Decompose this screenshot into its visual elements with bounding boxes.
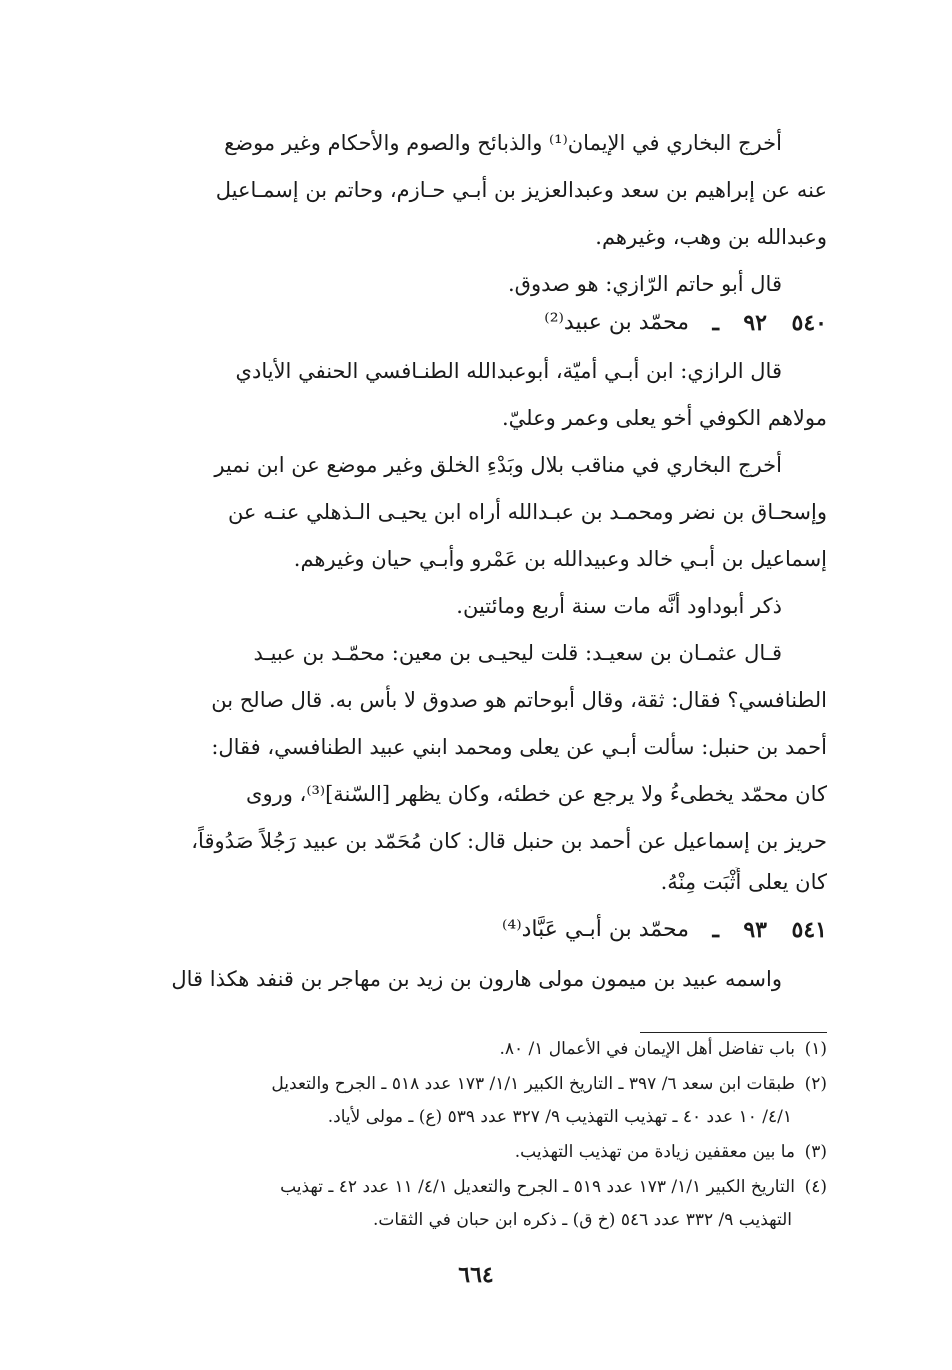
entry-dash: ـ [712, 917, 719, 943]
entry-local-number: ٩٢ [743, 310, 767, 336]
footnote [125, 1140, 827, 1166]
footnote-text: ما بين معقفين زيادة من تهذيب التهذيب. [514, 1142, 795, 1162]
body-line: الطنافسي؟ فقال: ثقة، وقال أبوحاتم هو صدوق لا بأس به. قال صالح بن [211, 688, 827, 712]
entry-heading [125, 308, 827, 340]
footnote-mark: (١) [804, 1039, 827, 1059]
entry-global-number: ٥٤١ [791, 917, 827, 943]
footnote [125, 1072, 827, 1098]
entry-name: محمّد بن عبيد⁽²⁾ [544, 310, 689, 335]
footnote-mark: (٢) [804, 1074, 827, 1094]
body-line: ذكر أبوداود أنَّه مات سنة أربع ومائتين. [456, 594, 782, 618]
body-line: قال أبو حاتم الرّازي: هو صدوق. [508, 272, 782, 296]
body-line: وعبدالله بن وهب، وغيرهم. [595, 225, 827, 249]
footnote-text: التاريخ الكبير ١/١/ ١٧٣ عدد ٥١٩ ـ الجرح والتعديل ٤/١/ ١١ عدد ٤٢ ـ تهذيب [280, 1177, 795, 1197]
body-line: عنه عن إبراهيم بن سعد وعبدالعزيز بن أبـي حـازم، وحاتم بن إسمـاعيل [215, 178, 827, 202]
body-line: أخرج البخاري في الإيمان⁽¹⁾ والذبائح والصوم والأحكام وغير موضع [224, 131, 782, 155]
entry-local-number: ٩٣ [743, 917, 767, 943]
footnote [125, 1175, 827, 1201]
body-line: أخرج البخاري في مناقب بلال وبَدْءِ الخلق وغير موضع عن ابن نمير [214, 453, 782, 477]
footnote-continuation: التهذيب ٩/ ٣٣٢ عدد ٥٤٦ (خ ق) ـ ذكره ابن حبان في الثقات. [373, 1210, 792, 1230]
body-line: إسماعيل بن أبـي خالد وعبيدالله بن عَمْرو وأبـي حيان وغيرهم. [293, 547, 827, 571]
entry-heading [125, 915, 827, 947]
body-line: كان محمّد يخطىءُ ولا يرجع عن خطئه، وكان يظهر [السّنة]⁽³⁾، وروى [246, 782, 827, 806]
footnote-mark: (٤) [804, 1177, 827, 1197]
entry-name: محمّد بن أبـي عَبَّاد⁽⁴⁾ [501, 917, 689, 942]
body-line: كان يعلى أَثْبَت مِنْهُ. [660, 870, 827, 894]
body-line: حريز بن إسماعيل عن أحمد بن حنبل قال: كان مُحَمّد بن عبيد رَجُلاً صَدُوقاً، [191, 829, 827, 853]
footnote-text: طبقات ابن سعد ٦/ ٣٩٧ ـ التاريخ الكبير ١/١/ ١٧٣ عدد ٥١٨ ـ الجرح والتعديل [271, 1074, 795, 1094]
body-line: واسمه عبيد بن ميمون مولى هارون بن زيد بن مهاجر بن قنفد هكذا قال [171, 967, 782, 991]
body-line: مولاهم الكوفي أخو يعلى وعمر وعليّ. [501, 406, 827, 430]
entry-global-number: ٥٤٠ [791, 310, 827, 336]
footnote-text: باب تفاضل أهل الإيمان في الأعمال ١/ ٨٠. [499, 1039, 795, 1059]
footnote-continuation: ٤/١/ ١٠ عدد ٤٠ ـ تهذيب التهذيب ٩/ ٣٢٧ عدد ٥٣٩ (ع) ـ مولى لأياد. [327, 1107, 792, 1127]
footnote-separator [640, 1032, 827, 1033]
body-line: قـال عثمـان بن سعيـد: قلت ليحيـى بن معين: محمّـد بن عبيـد [253, 641, 782, 665]
body-line: وإسحـاق بن نضر ومحمـد بن عبـدالله أراه ابن يحيـى الـذهلي عنـه عن [227, 500, 827, 524]
body-line: قال الرازي: ابن أبـي أميّة، أبوعبدالله الطنـافسي الحنفي الأيادي [235, 359, 782, 383]
page-number: ٦٦٤ [458, 1262, 494, 1288]
entry-dash: ـ [712, 310, 719, 336]
footnote [125, 1037, 827, 1063]
body-line: أحمد بن حنبل: سألت أبـي عن يعلى ومحمد ابني عبيد الطنافسي، فقال: [211, 735, 827, 759]
footnote-mark: (٣) [804, 1142, 827, 1162]
